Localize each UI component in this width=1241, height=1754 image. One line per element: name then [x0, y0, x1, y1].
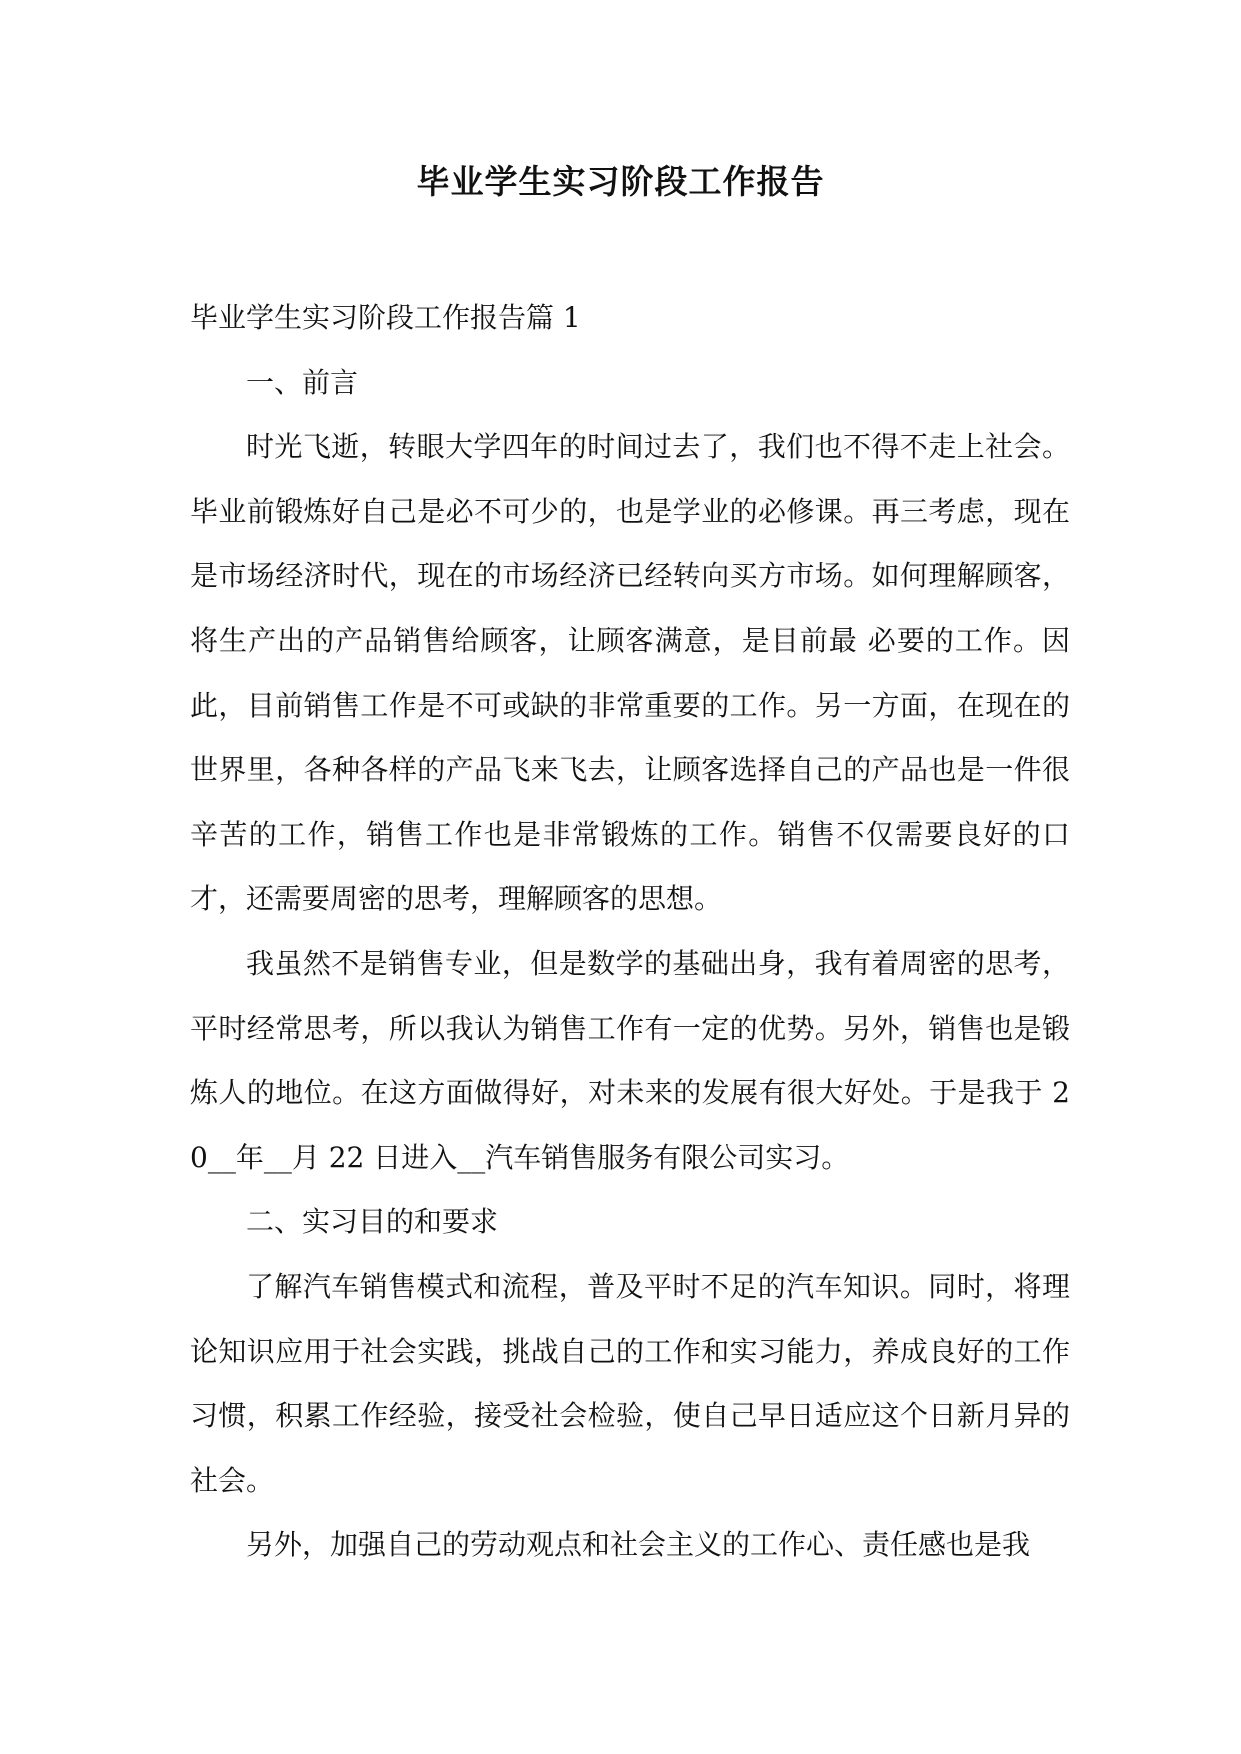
report-subtitle: 毕业学生实习阶段工作报告篇 1: [190, 301, 581, 334]
section-heading-preface: 一、前言: [246, 365, 359, 399]
document-title: 毕业学生实习阶段工作报告: [416, 162, 825, 201]
document-body: [190, 286, 1070, 1578]
section-heading-purpose: 二、实习目的和要求: [246, 1205, 499, 1239]
body-paragraph: 了解汽车销售模式和流程，普及平时不足的汽车知识。同时，将理论知识应用于社会实践，挑战自己的工作和实习能力，养成良好的工作习惯，积累工作经验，接受社会检验，使自己早日适应这个日新月异的社会。: [190, 1269, 1070, 1497]
body-paragraph: 另外，加强自己的劳动观点和社会主义的工作心、责任感也是我: [246, 1528, 1031, 1562]
body-paragraph: 我虽然不是销售专业，但是数学的基础出身，我有着周密的思考，平时经常思考，所以我认为销售工作有一定的优势。另外，销售也是锻炼人的地位。在这方面做得好，对未来的发展有很大好处。于是我于 20__年__月 22 日进入__汽车销售服务有限公司实习。: [190, 946, 1070, 1174]
body-paragraph: 时光飞逝，转眼大学四年的时间过去了，我们也不得不走上社会。毕业前锻炼好自己是必不可少的，也是学业的必修课。再三考虑，现在是市场经济时代，现在的市场经济已经转向买方市场。如何理解顾客，将生产出的产品销售给顾客，让顾客满意，是目前最 必要的工作。因此，目前销售工作是不可或缺的非常重要的工作。另一方面，在现在的世界里，各种各样的产品飞来飞去，让顾客选择自己的产品也是一件很辛苦的工作，销售工作也是非常锻炼的工作。销售不仅需要良好的口才，还需要周密的思考，理解顾客的思想。: [190, 430, 1070, 916]
